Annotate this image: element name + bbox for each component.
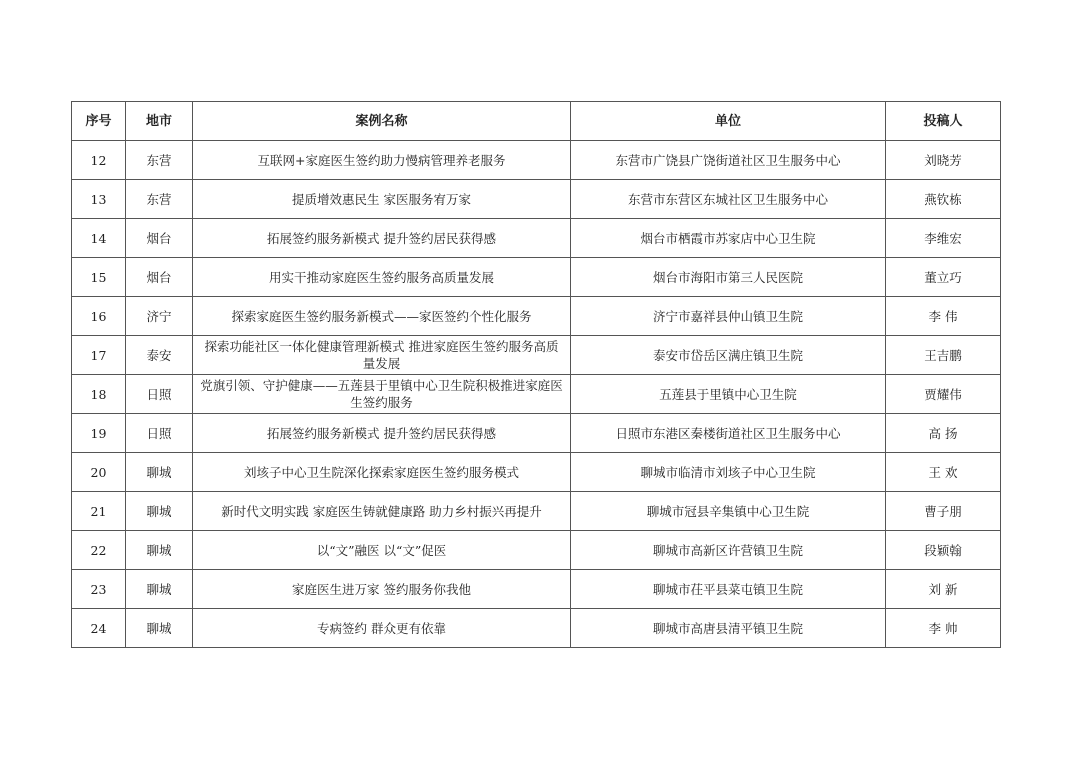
cell-city: 东营 xyxy=(126,141,193,180)
cell-author: 李 伟 xyxy=(886,297,1001,336)
table-row xyxy=(72,492,1001,531)
cell-author: 燕钦栋 xyxy=(886,180,1001,219)
cell-unit: 东营市东营区东城社区卫生服务中心 xyxy=(571,180,886,219)
cell-seq: 21 xyxy=(72,492,126,531)
cell-seq: 14 xyxy=(72,219,126,258)
cell-unit: 五莲县于里镇中心卫生院 xyxy=(571,375,886,414)
cell-unit: 聊城市冠县辛集镇中心卫生院 xyxy=(571,492,886,531)
cell-unit: 聊城市茌平县菜屯镇卫生院 xyxy=(571,570,886,609)
table-row xyxy=(72,375,1001,414)
table-row xyxy=(72,219,1001,258)
cell-case-name: 拓展签约服务新模式 提升签约居民获得感 xyxy=(193,414,571,453)
cell-unit: 泰安市岱岳区满庄镇卫生院 xyxy=(571,336,886,375)
cell-author: 王 欢 xyxy=(886,453,1001,492)
cell-case-name: 用实干推动家庭医生签约服务高质量发展 xyxy=(193,258,571,297)
cell-case-name: 刘垓子中心卫生院深化探索家庭医生签约服务模式 xyxy=(193,453,571,492)
table-row xyxy=(72,297,1001,336)
cell-unit: 烟台市海阳市第三人民医院 xyxy=(571,258,886,297)
cell-seq: 15 xyxy=(72,258,126,297)
table-row xyxy=(72,453,1001,492)
table-row xyxy=(72,180,1001,219)
cell-seq: 18 xyxy=(72,375,126,414)
cell-seq: 16 xyxy=(72,297,126,336)
cell-author: 刘 新 xyxy=(886,570,1001,609)
cell-author: 曹子朋 xyxy=(886,492,1001,531)
cell-case-name: 拓展签约服务新模式 提升签约居民获得感 xyxy=(193,219,571,258)
case-table xyxy=(71,101,1001,648)
cell-city: 泰安 xyxy=(126,336,193,375)
cell-case-name: 新时代文明实践 家庭医生铸就健康路 助力乡村振兴再提升 xyxy=(193,492,571,531)
header-author: 投稿人 xyxy=(886,102,1001,141)
header-unit: 单位 xyxy=(571,102,886,141)
cell-city: 聊城 xyxy=(126,609,193,648)
cell-case-name: 以“文”融医 以“文”促医 xyxy=(193,531,571,570)
cell-case-name: 提质增效惠民生 家医服务宥万家 xyxy=(193,180,571,219)
cell-city: 聊城 xyxy=(126,453,193,492)
cell-city: 日照 xyxy=(126,375,193,414)
table-header-row xyxy=(72,102,1001,141)
cell-author: 段颖翰 xyxy=(886,531,1001,570)
cell-seq: 24 xyxy=(72,609,126,648)
header-city: 地市 xyxy=(126,102,193,141)
table-row xyxy=(72,414,1001,453)
cell-case-name: 探索家庭医生签约服务新模式——家医签约个性化服务 xyxy=(193,297,571,336)
table-row xyxy=(72,531,1001,570)
table-row xyxy=(72,570,1001,609)
cell-city: 聊城 xyxy=(126,570,193,609)
cell-unit: 聊城市高新区许营镇卫生院 xyxy=(571,531,886,570)
header-case-name: 案例名称 xyxy=(193,102,571,141)
cell-city: 聊城 xyxy=(126,492,193,531)
table-row xyxy=(72,336,1001,375)
header-seq: 序号 xyxy=(72,102,126,141)
cell-unit: 济宁市嘉祥县仲山镇卫生院 xyxy=(571,297,886,336)
cell-author: 董立巧 xyxy=(886,258,1001,297)
cell-city: 东营 xyxy=(126,180,193,219)
cell-unit: 烟台市栖霞市苏家店中心卫生院 xyxy=(571,219,886,258)
table-row xyxy=(72,258,1001,297)
cell-seq: 22 xyxy=(72,531,126,570)
cell-case-name: 互联网+家庭医生签约助力慢病管理养老服务 xyxy=(193,141,571,180)
cell-case-name: 专病签约 群众更有依靠 xyxy=(193,609,571,648)
cell-seq: 17 xyxy=(72,336,126,375)
cell-case-name: 家庭医生进万家 签约服务你我他 xyxy=(193,570,571,609)
cell-case-name: 党旗引领、守护健康——五莲县于里镇中心卫生院积极推进家庭医生签约服务 xyxy=(193,375,571,414)
table-row xyxy=(72,609,1001,648)
cell-seq: 23 xyxy=(72,570,126,609)
cell-seq: 20 xyxy=(72,453,126,492)
cell-unit: 聊城市高唐县清平镇卫生院 xyxy=(571,609,886,648)
cell-seq: 13 xyxy=(72,180,126,219)
cell-author: 李维宏 xyxy=(886,219,1001,258)
cell-author: 高 扬 xyxy=(886,414,1001,453)
cell-seq: 12 xyxy=(72,141,126,180)
cell-author: 刘晓芳 xyxy=(886,141,1001,180)
table-row xyxy=(72,141,1001,180)
cell-unit: 聊城市临清市刘垓子中心卫生院 xyxy=(571,453,886,492)
cell-seq: 19 xyxy=(72,414,126,453)
table-body xyxy=(72,141,1001,648)
cell-unit: 日照市东港区秦楼街道社区卫生服务中心 xyxy=(571,414,886,453)
cell-author: 李 帅 xyxy=(886,609,1001,648)
cell-city: 烟台 xyxy=(126,219,193,258)
cell-city: 日照 xyxy=(126,414,193,453)
cell-unit: 东营市广饶县广饶街道社区卫生服务中心 xyxy=(571,141,886,180)
cell-city: 聊城 xyxy=(126,531,193,570)
cell-author: 贾耀伟 xyxy=(886,375,1001,414)
cell-case-name: 探索功能社区一体化健康管理新模式 推进家庭医生签约服务高质量发展 xyxy=(193,336,571,375)
cell-author: 王吉鹏 xyxy=(886,336,1001,375)
cell-city: 烟台 xyxy=(126,258,193,297)
cell-city: 济宁 xyxy=(126,297,193,336)
